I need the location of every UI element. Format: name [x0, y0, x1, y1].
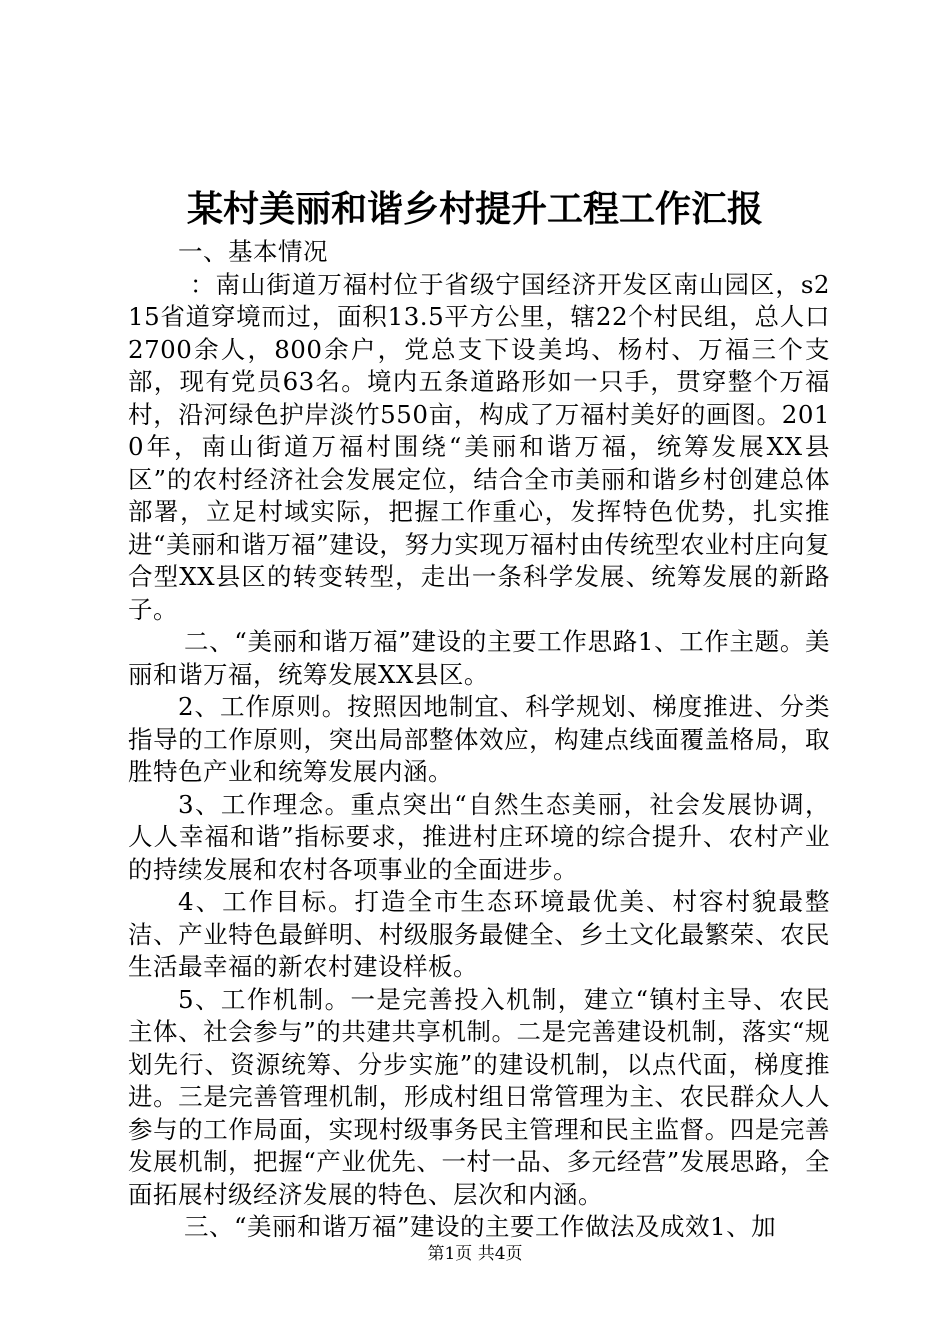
paragraph-basic-info: ：南山街道万福村位于省级宁国经济开发区南山园区，s215省道穿境而过，面积13.5平方公里，辖22个村民组，总人口2700余人，800余户，党总支下设美坞、杨村、万福三个支部，现有党员63名。境内五条道路形如一只手，贯穿整个万福村，沿河绿色护岸淡竹550亩，构成了万福村美好的画图。2010年，南山街道万福村围绕“美丽和谐万福，统筹发展XX县区”的农村经济社会发展定位，结合全市美丽和谐乡村创建总体部署，立足村域实际，把握工作重心，发挥特色优势，扎实推进“美丽和谐万福”建设，努力实现万福村由传统型农业村庄向复合型XX县区的转变转型，走出一条科学发展、统筹发展的新路子。 — [128, 269, 830, 624]
paragraph-work-mechanism: 5、工作机制。一是完善投入机制，建立“镇村主导、农民主体、社会参与”的共建共享机制。二是完善建设机制，落实“规划先行、资源统筹、分步实施”的建设机制，以点代面，梯度推进。三是完善管理机制，形成村组日常管理为主、农民群众人人参与的工作局面，实现村级事务民主管理和民主监督。四是完善发展机制，把握“产业优先、一村一品、多元经营”发展思路，全面拓展村级经济发展的特色、层次和内涵。 — [128, 984, 830, 1209]
paragraph-section-2: 二、“美丽和谐万福”建设的主要工作思路1、工作主题。美丽和谐万福，统筹发展XX县区。 — [128, 627, 830, 689]
document-title: 某村美丽和谐乡村提升工程工作汇报 — [186, 188, 763, 230]
paragraph-work-concept: 3、工作理念。重点突出“自然生态美丽，社会发展协调，人人幸福和谐”指标要求，推进村庄环境的综合提升、农村产业的持续发展和农村各项事业的全面进步。 — [128, 789, 830, 884]
paragraph-section-3: 三、“美丽和谐万福”建设的主要工作做法及成效1、加 — [184, 1212, 777, 1241]
paragraph-work-goal: 4、工作目标。打造全市生态环境最优美、村容村貌最整洁、产业特色最鲜明、村级服务最健全、乡土文化最繁荣、农民生活最幸福的新农村建设样板。 — [128, 887, 830, 981]
paragraph-section-1-heading: 一、基本情况 — [178, 237, 328, 266]
page-number-footer: 第1页 共4页 — [427, 1244, 523, 1264]
paragraph-work-principle: 2、工作原则。按照因地制宜、科学规划、梯度推进、分类指导的工作原则，突出局部整体效应，构建点线面覆盖格局，取胜特色产业和统筹发展内涵。 — [128, 692, 830, 786]
document-body — [128, 236, 830, 1244]
